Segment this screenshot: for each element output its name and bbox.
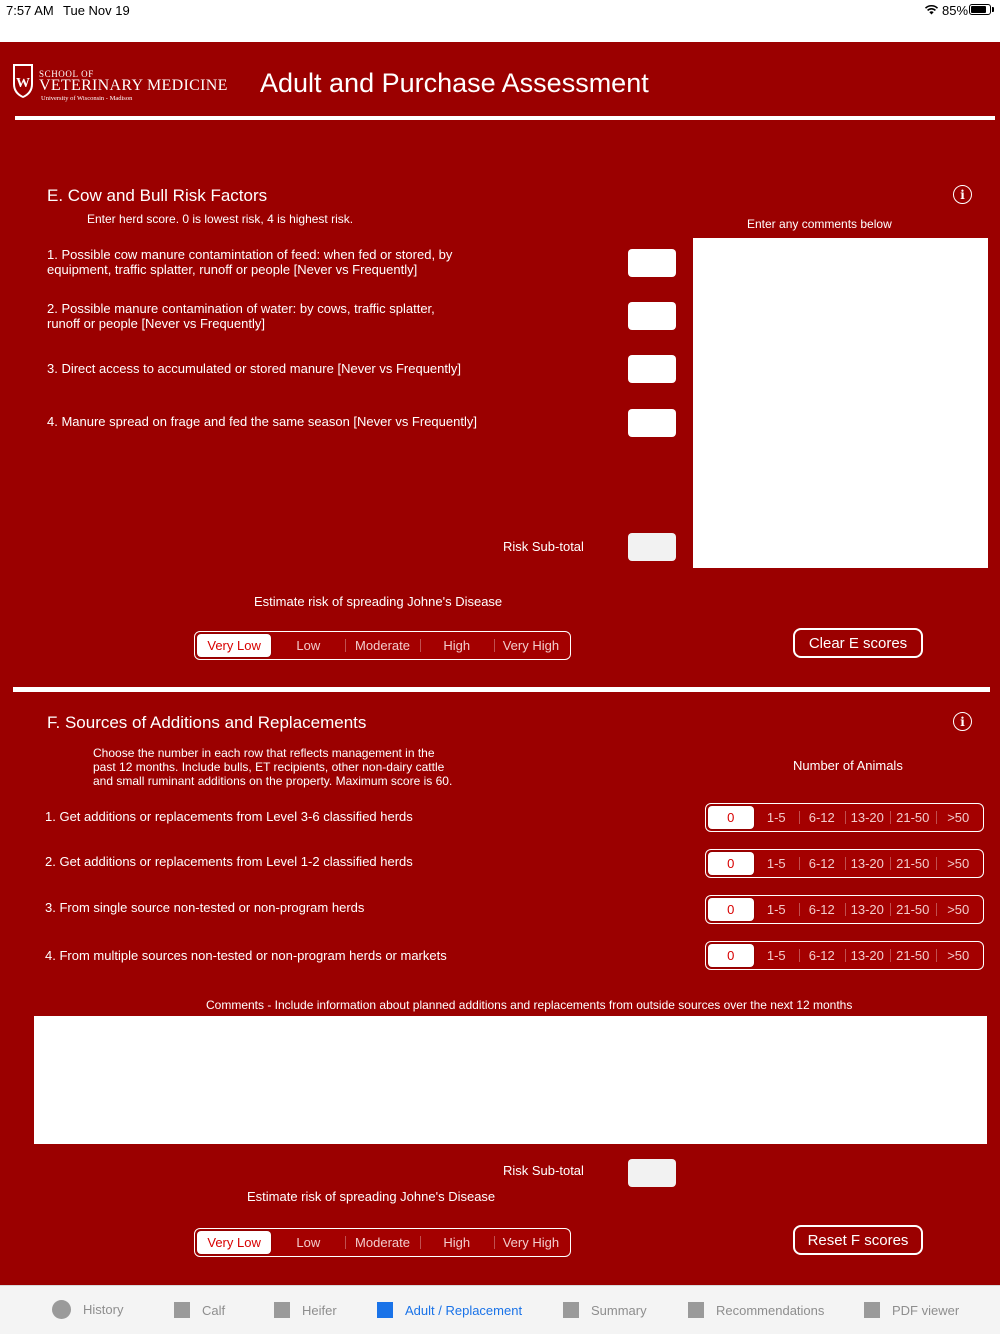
section-f-item-3-label: 3. From single source non-tested or non-program herds [45,900,365,915]
summary-icon [563,1302,579,1318]
tab-bar [0,1285,1000,1334]
main-content [0,42,1000,1285]
tab-adult-replacement[interactable] [377,1302,522,1318]
section-e-item-1-line-2: equipment, traffic splatter, runoff or people [Never vs Frequently] [47,262,418,277]
section-f-item-2-count-option-1-5[interactable]: 1-5 [766,856,786,871]
uw-shield-logo-icon [11,62,35,99]
section-f-subtotal-value [628,1159,676,1187]
section-e-risk-option-very-low[interactable]: Very Low [197,634,271,657]
section-f-item-3-count-option-50[interactable]: >50 [936,898,982,921]
section-f-item-3-count-option-6-12[interactable]: 6-12 [799,898,845,921]
section-e-estimate-label: Estimate risk of spreading Johne's Disease [254,594,503,609]
section-e-item-4-score-input[interactable] [628,409,676,437]
battery-icon [969,4,991,15]
tab-pdf-viewer-label: PDF viewer [892,1302,960,1318]
clear-e-scores-button[interactable]: Clear E scores [793,628,923,658]
section-f-item-1-count-option-21-50[interactable]: 21-50 [890,806,936,829]
section-e-item-3-score-input[interactable] [628,355,676,383]
section-f-item-2-count-option-13-20[interactable]: 13-20 [845,852,891,875]
tab-recommendations[interactable] [688,1302,824,1318]
section-e-risk-option-moderate[interactable]: Moderate [345,634,419,657]
section-e-item-2-score-input[interactable] [628,302,676,330]
section-f-subtotal-label: Risk Sub-total [503,1163,584,1178]
section-divider [13,687,990,692]
section-f-risk-selector[interactable] [194,1228,571,1257]
section-e-risk-option-high[interactable]: High [420,634,494,657]
section-f-risk-option-very-low[interactable]: Very Low [197,1231,271,1254]
tab-heifer-label: Heifer [302,1302,337,1318]
section-f-item-4-count-selector[interactable] [705,941,984,970]
section-e-item-2 [47,301,435,331]
tab-recommendations-label: Recommendations [716,1302,825,1318]
status-date: Tue Nov 19 [63,3,130,18]
tab-history-label: History [83,1302,124,1317]
section-e-risk-option-very-high[interactable]: Very High [494,634,568,657]
section-e-item-2-line-2: runoff or people [Never vs Frequently] [47,316,265,331]
section-f-item-3-count-option-0[interactable]: 0 [708,898,754,921]
section-f-item-3-count-option-1-5[interactable]: 1-5 [766,902,786,917]
section-e-item-1 [47,247,452,277]
tab-calf[interactable] [174,1302,225,1318]
section-f-item-1-count-selector[interactable] [705,803,984,832]
section-f-title: F. Sources of Additions and Replacements [47,713,367,732]
section-e-comments-label: Enter any comments below [747,217,892,231]
tab-pdf-viewer[interactable] [864,1302,959,1318]
section-f-item-3-count-selector[interactable] [705,895,984,924]
section-f-item-4-count-option-0[interactable]: 0 [708,944,754,967]
section-f-item-2-count-option-0[interactable]: 0 [708,852,754,875]
section-f-instructions [93,746,452,788]
section-f-item-4-count-option-1-5[interactable]: 1-5 [766,948,786,963]
page-title: Adult and Purchase Assessment [260,68,649,98]
logo-line-1: SCHOOL OF [39,69,94,79]
wifi-icon [924,4,939,15]
header-divider [15,116,995,120]
section-f-comments-label: Comments - Include information about planned additions and replacements from outside sources over the next 12 months [206,998,853,1012]
section-f-item-2-label: 2. Get additions or replacements from Level 1-2 classified herds [45,854,413,869]
section-f-item-4-label: 4. From multiple sources non-tested or non-program herds or markets [45,948,447,963]
section-f-item-4-count-option-13-20[interactable]: 13-20 [845,944,891,967]
section-f-instructions-line-3: and small ruminant additions on the property. Maximum score is 60. [93,774,453,788]
section-e-item-2-line-1: 2. Possible manure contamination of water: by cows, traffic splatter, [47,301,435,316]
section-f-instructions-line-1: Choose the number in each row that reflects management in the [93,746,435,760]
section-e-title: E. Cow and Bull Risk Factors [47,186,268,205]
section-f-info-icon[interactable]: i [953,712,972,731]
section-f-risk-option-high[interactable]: High [420,1231,494,1254]
section-f-item-2-count-selector[interactable] [705,849,984,878]
section-f-item-4-count-option-50[interactable]: >50 [936,944,982,967]
section-e-subtotal-value [628,533,676,561]
section-f-risk-option-moderate[interactable]: Moderate [345,1231,419,1254]
section-f-item-3-count-option-21-50[interactable]: 21-50 [890,898,936,921]
section-f-risk-option-very-high[interactable]: Very High [494,1231,568,1254]
section-f-item-2-count-option-21-50[interactable]: 21-50 [890,852,936,875]
status-bar [0,0,1000,42]
logo-line-3: University of Wisconsin - Madison [41,95,133,102]
section-e-info-icon[interactable]: i [953,185,972,204]
tab-summary[interactable] [563,1302,647,1318]
pdf-viewer-icon [864,1302,880,1318]
section-e-item-4: 4. Manure spread on frage and fed the same season [Never vs Frequently] [47,414,477,429]
logo-shield-letter: W [16,76,30,91]
section-f-item-3-count-option-13-20[interactable]: 13-20 [845,898,891,921]
history-icon [52,1300,71,1319]
adult-replacement-icon [377,1302,393,1318]
section-f-risk-option-low[interactable]: Low [296,1235,321,1250]
tab-calf-label: Calf [202,1302,226,1318]
section-e-instructions: Enter herd score. 0 is lowest risk, 4 is highest risk. [87,212,354,226]
section-e-item-1-score-input[interactable] [628,249,676,277]
battery-percent: 85% [942,3,969,18]
heifer-icon [274,1302,290,1318]
section-f-item-1-count-option-13-20[interactable]: 13-20 [845,806,891,829]
section-f-item-1-count-option-50[interactable]: >50 [936,806,982,829]
section-f-item-2-count-option-6-12[interactable]: 6-12 [799,852,845,875]
battery-tip [992,7,994,12]
section-f-item-1-count-option-0[interactable]: 0 [708,806,754,829]
section-f-item-4-count-option-6-12[interactable]: 6-12 [799,944,845,967]
section-f-estimate-label: Estimate risk of spreading Johne's Disease [247,1189,496,1204]
tab-heifer[interactable] [274,1302,337,1318]
section-f-item-1-count-option-6-12[interactable]: 6-12 [799,806,845,829]
section-e-risk-selector[interactable] [194,631,571,660]
number-of-animals-label: Number of Animals [793,758,903,773]
tab-history[interactable] [52,1300,123,1319]
status-time: 7:57 AM [6,3,54,18]
section-e-risk-option-low[interactable]: Low [296,638,321,653]
logo-line-2: VETERINARY MEDICINE [39,77,228,94]
reset-f-scores-button[interactable]: Reset F scores [793,1225,923,1255]
section-e-comments-input[interactable] [693,238,988,568]
section-e-subtotal-label: Risk Sub-total [503,539,584,554]
section-f-item-1-count-option-1-5[interactable]: 1-5 [766,810,786,825]
section-e-item-1-line-1: 1. Possible cow manure contamintation of feed: when fed or stored, by [47,247,453,262]
tab-summary-label: Summary [591,1302,647,1318]
section-f-item-4-count-option-21-50[interactable]: 21-50 [890,944,936,967]
section-e-item-3: 3. Direct access to accumulated or stored manure [Never vs Frequently] [47,361,462,376]
recommendations-icon [688,1302,704,1318]
tab-adult-replacement-label: Adult / Replacement [405,1302,523,1318]
calf-icon [174,1302,190,1318]
section-f-item-1-label: 1. Get additions or replacements from Level 3-6 classified herds [45,809,413,824]
section-f-instructions-line-2: past 12 months. Include bulls, ET recipients, other non-dairy cattle [93,760,445,774]
section-f-comments-input[interactable] [34,1016,987,1144]
section-f-item-2-count-option-50[interactable]: >50 [936,852,982,875]
